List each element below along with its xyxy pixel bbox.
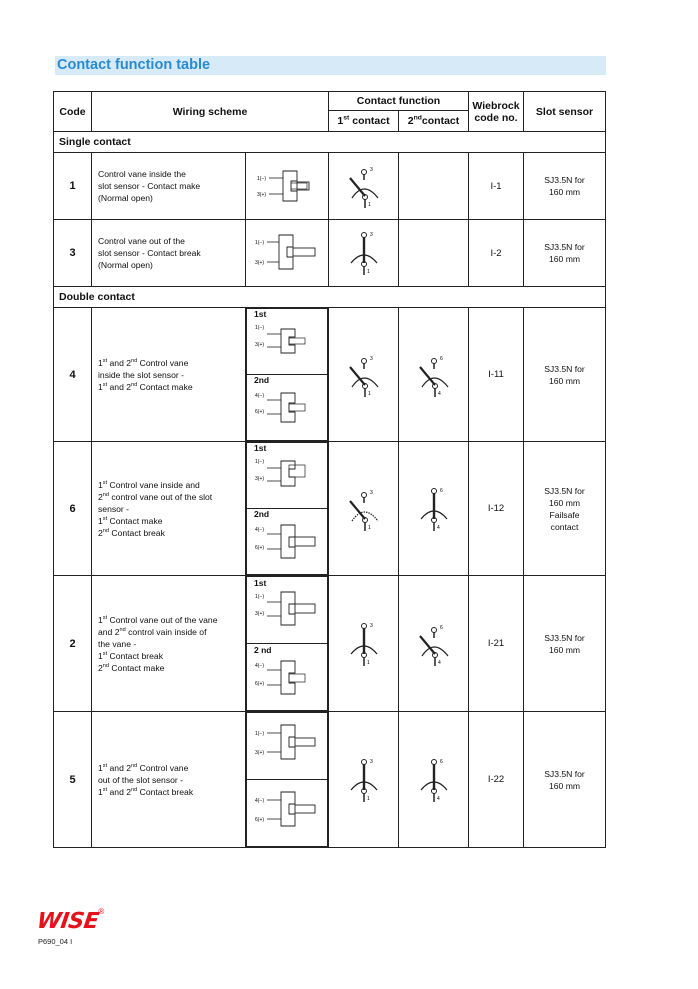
table-row — [54, 442, 606, 576]
svg-text:4: 4 — [437, 390, 441, 397]
header-second-contact: 2ndcontact — [399, 111, 469, 132]
row-description: Control vane inside the slot sensor - Contact make (Normal open) — [92, 153, 246, 220]
svg-text:4(−): 4(−) — [255, 662, 265, 669]
wiring-vane-inside-icon — [247, 161, 327, 211]
table-row — [54, 576, 606, 712]
section-single-contact: Single contact — [54, 132, 606, 153]
contact-break-icon — [334, 752, 394, 808]
slot-sensor: SJ3.5N for 160 mm — [524, 153, 606, 220]
table-row — [54, 308, 606, 442]
svg-text:1(−): 1(−) — [255, 593, 265, 600]
svg-text:1: 1 — [367, 524, 371, 531]
svg-text:1: 1 — [367, 202, 371, 208]
header-wiring: Wiring scheme — [92, 92, 329, 132]
contact-make-icon — [334, 347, 394, 403]
svg-text:3(+): 3(+) — [255, 342, 265, 348]
second-contact-empty — [399, 153, 469, 220]
contact-make-icon — [334, 481, 394, 537]
contact-break-icon — [334, 616, 394, 672]
wiring-vane-outside-icon — [247, 786, 327, 836]
svg-text:4: 4 — [436, 524, 440, 531]
svg-text:4: 4 — [437, 659, 441, 666]
first-label: 1st — [254, 577, 267, 588]
slot-sensor: SJ3.5N for 160 mm — [524, 308, 606, 442]
wiebrock-code: I-1 — [469, 153, 524, 220]
second-label: 2nd — [254, 509, 270, 519]
wiebrock-code: I-11 — [469, 308, 524, 442]
svg-text:4(−): 4(−) — [255, 527, 265, 533]
contact-break-icon — [404, 752, 464, 808]
contact-function-table — [53, 91, 606, 848]
wiebrock-code: I-21 — [469, 576, 524, 712]
wiring-vane-inside-icon — [247, 319, 327, 369]
table-row — [54, 153, 606, 220]
svg-text:1: 1 — [367, 390, 371, 397]
header-code: Code — [54, 92, 92, 132]
wiring-vane-outside-icon — [247, 719, 327, 769]
row-code: 6 — [54, 442, 92, 576]
svg-text:6: 6 — [439, 624, 443, 631]
svg-text:4(−): 4(−) — [255, 393, 265, 399]
svg-text:3: 3 — [369, 622, 373, 629]
svg-text:1: 1 — [366, 659, 370, 666]
second-label: 2nd — [254, 375, 270, 385]
first-contact-symbol — [329, 308, 399, 442]
row-code: 2 — [54, 576, 92, 712]
header-first-contact: 1st contact — [329, 111, 399, 132]
table-row — [54, 712, 606, 848]
svg-text:4: 4 — [436, 795, 440, 802]
row-description: 1st and 2nd Control vane out of the slot sensor - 1st and 2nd Contact break — [92, 712, 246, 848]
document-number: P690_04 I — [38, 937, 73, 946]
wiebrock-code: I-12 — [469, 442, 524, 576]
row-description: Control vane out of the slot sensor - Contact break (Normal open) — [92, 220, 246, 287]
svg-text:3: 3 — [369, 489, 373, 496]
slot-sensor: SJ3.5N for 160 mm — [524, 220, 606, 287]
slot-sensor: SJ3.5N for 160 mm — [524, 576, 606, 712]
first-contact-symbol — [329, 442, 399, 576]
contact-break-icon — [404, 481, 464, 537]
wiring-vane-inside-icon — [247, 453, 327, 503]
svg-text:1(−): 1(−) — [257, 176, 267, 182]
row-description: 1st and 2nd Control vane inside the slot sensor - 1st and 2nd Contact make — [92, 308, 246, 442]
svg-text:1: 1 — [366, 795, 370, 802]
row-description: 1st Control vane out of the vane and 2nd control vain inside of the vane - 1st Contact break 2nd Contact make — [92, 576, 246, 712]
svg-text:6: 6 — [439, 487, 443, 494]
slot-sensor: SJ3.5N for 160 mm — [524, 712, 606, 848]
wiring-vane-outside-icon — [247, 228, 327, 278]
page-title: Contact function table — [57, 57, 211, 73]
svg-text:1(−): 1(−) — [255, 240, 265, 246]
svg-text:3: 3 — [369, 167, 373, 173]
wiebrock-code: I-2 — [469, 220, 524, 287]
svg-text:3(+): 3(+) — [255, 749, 265, 756]
contact-make-icon — [404, 347, 464, 403]
wiring-vane-outside-icon — [247, 519, 327, 569]
wiring-vane-inside-icon — [247, 655, 327, 705]
row-description: 1st Control vane inside and 2nd control vane out of the slot sensor - 1st Contact make 2nd Contact break — [92, 442, 246, 576]
header-wiebrock: Wiebrock code no. — [469, 92, 524, 132]
svg-text:3(+): 3(+) — [255, 260, 265, 266]
first-label: 1st — [254, 443, 267, 453]
wiring-diagram — [246, 153, 329, 220]
first-contact-symbol — [329, 712, 399, 848]
wiring-diagram — [246, 220, 329, 287]
svg-text:1(−): 1(−) — [255, 325, 265, 331]
wiring-diagram-double — [246, 308, 329, 442]
svg-text:3(+): 3(+) — [257, 192, 267, 198]
header-contact-function: Contact function — [329, 92, 469, 111]
wise-logo: WISE® — [35, 907, 105, 934]
second-label: 2 nd — [254, 644, 272, 655]
svg-text:4(−): 4(−) — [255, 797, 265, 804]
wiring-diagram-double — [246, 442, 329, 576]
table-row — [54, 220, 606, 287]
svg-text:3: 3 — [369, 355, 373, 362]
svg-text:3: 3 — [369, 758, 373, 765]
row-code: 5 — [54, 712, 92, 848]
svg-text:3: 3 — [369, 232, 373, 238]
wiring-vane-outside-icon — [247, 588, 327, 638]
wiring-diagram-double — [246, 576, 329, 712]
second-contact-symbol — [399, 576, 469, 712]
svg-text:1(−): 1(−) — [255, 730, 265, 737]
second-contact-symbol — [399, 308, 469, 442]
row-code: 3 — [54, 220, 92, 287]
contact-make-icon — [334, 158, 394, 214]
svg-text:3(+): 3(+) — [255, 610, 265, 617]
svg-text:3(+): 3(+) — [255, 476, 265, 482]
second-contact-symbol — [399, 712, 469, 848]
first-contact-symbol — [329, 220, 399, 287]
svg-text:6(+): 6(+) — [255, 680, 265, 687]
row-code: 1 — [54, 153, 92, 220]
svg-text:1: 1 — [366, 269, 370, 275]
second-contact-symbol — [399, 442, 469, 576]
svg-text:1(−): 1(−) — [255, 459, 265, 465]
svg-text:6: 6 — [439, 758, 443, 765]
row-code: 4 — [54, 308, 92, 442]
first-contact-symbol — [329, 153, 399, 220]
second-contact-empty — [399, 220, 469, 287]
first-label: 1st — [254, 309, 267, 319]
svg-text:6(+): 6(+) — [255, 816, 265, 823]
header-slot-sensor: Slot sensor — [524, 92, 606, 132]
contact-break-icon — [334, 225, 394, 281]
svg-text:6: 6 — [439, 355, 443, 362]
title-bar — [55, 56, 606, 75]
section-double-contact: Double contact — [54, 287, 606, 308]
svg-text:6(+): 6(+) — [255, 409, 265, 415]
first-contact-symbol — [329, 576, 399, 712]
slot-sensor: SJ3.5N for 160 mm Failsafe contact — [524, 442, 606, 576]
wiring-vane-inside-icon — [247, 385, 327, 435]
wiebrock-code: I-22 — [469, 712, 524, 848]
svg-text:6(+): 6(+) — [255, 545, 265, 551]
contact-make-icon — [404, 616, 464, 672]
wiring-diagram-double — [246, 712, 329, 848]
